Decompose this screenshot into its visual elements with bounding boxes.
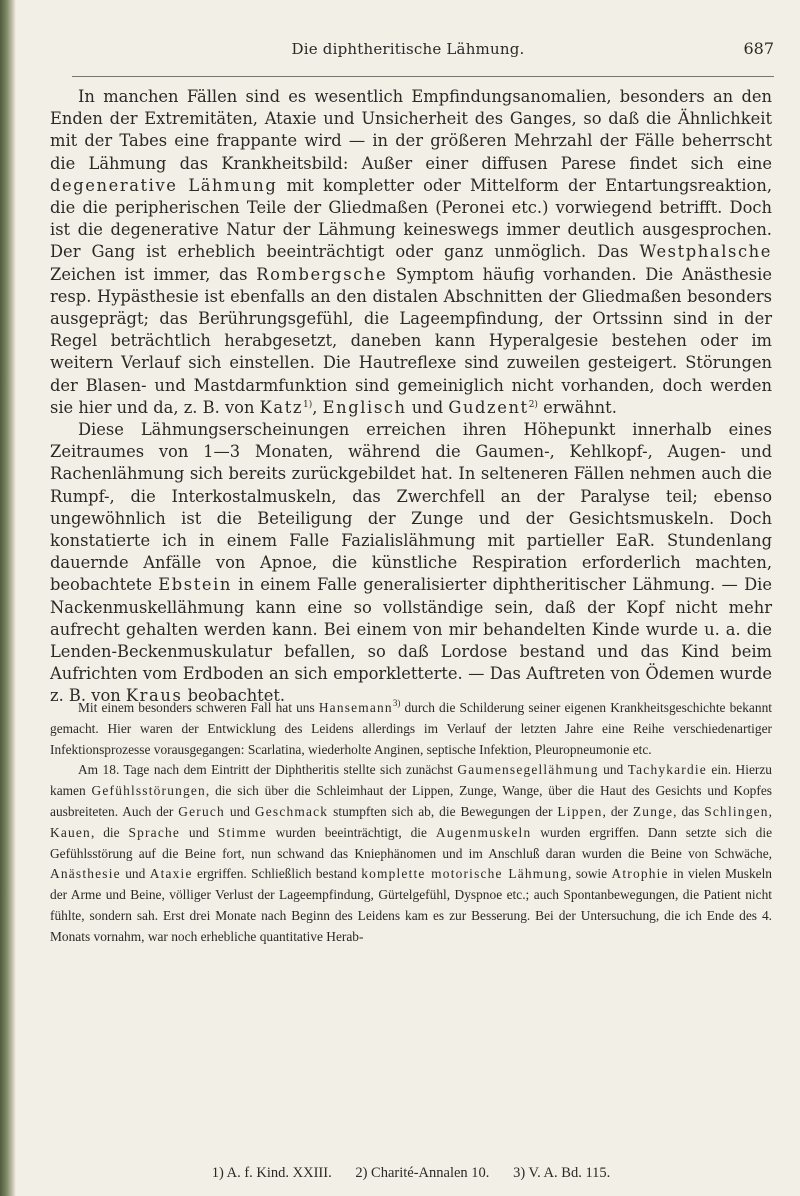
emphasized-term: Katz	[259, 397, 304, 417]
emphasized-term: Gaumensegellähmung	[457, 762, 599, 778]
page-number: 687	[743, 39, 774, 58]
emphasized-term: Ataxie	[149, 866, 193, 882]
footnote: 1) A. f. Kind. XXIII.	[211, 1165, 332, 1181]
emphasized-term: Stimme	[217, 824, 267, 840]
emphasized-term: Englisch	[322, 397, 407, 417]
running-title: Die diphtheritische Lähmung.	[291, 40, 525, 58]
emphasized-term: Geruch	[178, 803, 225, 819]
emphasized-term: Geschmack	[254, 803, 329, 819]
emphasized-term: Sprache	[128, 824, 180, 840]
emphasized-term: Tachykardie	[627, 762, 707, 778]
footnote-marker: 1)	[303, 399, 313, 410]
footnotes	[50, 1165, 772, 1182]
emphasized-term: Schlingen	[704, 803, 769, 819]
body-paragraph: Diese Lähmungserscheinungen erreichen ihren Höhepunkt innerhalb eines Zeitraumes von 1—3 Monaten, während die Gaumen-, Kehlkopf-, Augen- und Rachenlähmung sich bereits zurückgebildet hat. In selteneren Fällen nehmen auch die Rumpf-, die Interkostalmuskeln, das Zwerchfell an der Paralyse teil; ebenso ungewöhnlich ist die Beteiligung der Zunge und der Gesichtsmuskeln. Doch konstatierte ich in einem Falle Fazialislähmung mit partieller EaR. Stundenlang dauernde Anfälle von Apnoe, die künstliche Respiration erforderlich machten, beobachtete Ebstein in einem Falle generalisierter diphtheritischer Lähmung. — Die Nackenmuskellähmung kann eine so vollständige sein, daß der Kopf nicht mehr aufrecht gehalten werden kann. Bei einem von mir behandelten Kinde wurde u. a. die Lenden-Beckenmuskulatur befallen, so daß Lordose bestand und das Kind beim Aufrichten vom Erdboden an sich emporkletterte. — Das Auftreten von Ödemen wurde z. B. von Kraus beobachtet.	[50, 420, 773, 706]
emphasized-term: Augenmuskeln	[435, 824, 532, 840]
emphasized-term: Kauen	[50, 824, 91, 840]
emphasized-term: Ebstein	[158, 575, 232, 595]
note-paragraph: Am 18. Tage nach dem Eintritt der Diphtheritis stellte sich zunächst Gaumensegellähmung und Tachykardie ein. Hierzu kamen Gefühlsstörungen, die sich über die Schleimhaut der Lippen, Zunge, Wange, über die Haut des Gesichts und Kopfes ausbreiteten. Auch der Geruch und Geschmack stumpften sich ab, die Bewegungen der Lippen, der Zunge, das Schlingen, Kauen, die Sprache und Stimme wurden beeinträchtigt, die Augenmuskeln wurden ergriffen. Dann setzte sich die Gefühlsstörung auf die Beine fort, nun schwand das Kniephänomen und im Anschluß daran wurden die Beine von Schwäche, Anästhesie und Ataxie ergriffen. Schließlich bestand komplette motorische Lähmung, sowie Atrophie in vielen Muskeln der Arme und Beine, völliger Verlust der Lageempfindung, Gürtelgefühl, Dyspnoe etc.; auch Spontanbewegungen, die Patient nicht fühlte, sondern sah. Erst drei Monate nach Beginn des Leidens kam es zur Besserung. Bei der Untersuchung, die ich Ende des 4. Monats vornahm, war noch erhebliche quantitative Herab-	[50, 762, 773, 944]
emphasized-term: Kraus	[125, 686, 183, 706]
emphasized-term: Anästhesie	[50, 866, 121, 882]
note-paragraph: Mit einem besonders schweren Fall hat uns Hansemann$^{3)}$ durch die Schilderung seiner eigenen Krankheitsgeschichte bekannt gemacht. Hier waren der Entwicklung des Leidens allerdings im Verlauf der letzten Jahre eine Reihe verschiedenartiger Infektionsprozesse vorausgegangen: Scarlatina, wiederholte Anginen, septische Infektion, Pleuropneumonie etc.	[50, 698, 772, 757]
footnote-marker: 2)	[528, 399, 538, 410]
footnote-marker: 3)	[392, 698, 401, 708]
emphasized-term: Westphalsche	[639, 242, 772, 262]
book-binding-edge	[0, 0, 16, 1196]
emphasized-term: Gefühlsstörungen	[91, 783, 206, 799]
emphasized-term: Rombergsche	[256, 264, 388, 284]
footnote: 3) V. A. Bd. 115.	[513, 1165, 611, 1181]
emphasized-term: Atrophie	[611, 866, 669, 882]
footnote: 2) Charité-Annalen 10.	[355, 1165, 490, 1181]
body-paragraph: In manchen Fällen sind es wesentlich Empfindungsanomalien, besonders an den Enden der Extremitäten, Ataxie und Unsicherheit des Ganges, so daß die Ähnlichkeit mit der Tabes eine frappante wird — in der größeren Mehrzahl der Fälle beherrscht die Lähmung das Krankheitsbild: Außer einer diffusen Parese findet sich eine degenerative Lähmung mit kompletter oder Mittelform der Entartungsreaktion, die die peripherischen Teile der Gliedmaßen (Peronei etc.) vorwiegend betrifft. Doch ist die degenerative Natur der Lähmung keineswegs immer deutlich ausgesprochen. Der Gang ist erheblich beeinträchtigt oder ganz unmöglich. Das Westphalsche Zeichen ist immer, das Rombergsche Symptom häufig vorhanden. Die Anästhesie resp. Hypästhesie ist ebenfalls an den distalen Abschnitten der Gliedmaßen besonders ausgeprägt; das Berührungsgefühl, die Lageempfindung, der Ortssinn sind in der Regel beträchtlich herabgesetzt, daneben kann Hyperalgesie bestehen oder im weitern Verlauf sich einstellen. Die Hautreflexe sind zuweilen gesteigert. Störungen der Blasen- und Mastdarmfunktion sind gemeiniglich nicht vorhanden, doch werden sie hier und da, z. B. von Katz$^{1)}$, Englisch und Gudzent$^{2)}$ erwähnt.	[50, 87, 772, 417]
running-head	[42, 10, 774, 58]
header-rule	[72, 76, 774, 77]
emphasized-term: Lippen	[557, 803, 603, 819]
emphasized-term: Zunge	[632, 803, 674, 819]
emphasized-term: Hansemann	[318, 700, 393, 715]
case-report-notes	[50, 698, 772, 948]
emphasized-term: degenerative Lähmung	[50, 175, 278, 195]
emphasized-term: komplette motorische Lähmung	[361, 866, 569, 882]
emphasized-term: Gudzent	[448, 397, 529, 417]
main-text	[50, 86, 772, 708]
book-page	[42, 10, 774, 1190]
